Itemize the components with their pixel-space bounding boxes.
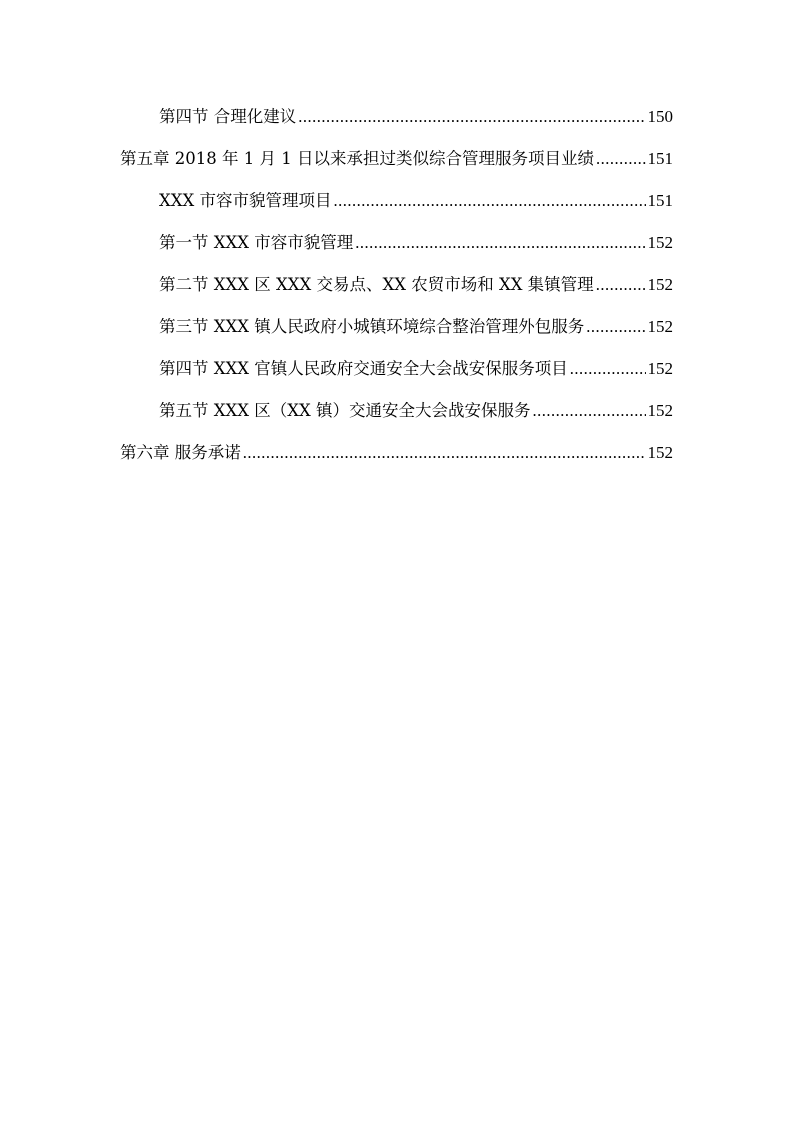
toc-entry-title: 第二节 XXX 区 XXX 交易点、XX 农贸市场和 XX 集镇管理 xyxy=(159,275,594,294)
toc-entry[interactable] xyxy=(120,356,673,398)
toc-entry-title: 第三节 XXX 镇人民政府小城镇环境综合整治管理外包服务 xyxy=(159,317,585,336)
toc-entry-page: 151 xyxy=(647,191,673,210)
toc-entry-title: 第五章 2018 年 1 月 1 日以来承担过类似综合管理服务项目业绩 xyxy=(120,149,594,168)
toc-entry-page: 152 xyxy=(647,359,673,378)
toc-entry[interactable] xyxy=(120,314,673,356)
toc-entry-title: 第四节 XXX 官镇人民政府交通安全大会战安保服务项目 xyxy=(159,359,568,378)
toc-entry-title: 第一节 XXX 市容市貌管理 xyxy=(159,233,354,252)
toc-entry-page: 152 xyxy=(647,443,673,462)
toc-entry-page: 151 xyxy=(647,149,673,168)
toc-dot-leader xyxy=(355,230,645,256)
toc-dot-leader xyxy=(298,104,645,130)
toc-entry-title: 第四节 合理化建议 xyxy=(159,107,297,126)
toc-dot-leader xyxy=(243,440,646,466)
toc-entry[interactable] xyxy=(120,272,673,314)
toc-entry-page: 152 xyxy=(647,233,673,252)
toc-dot-leader xyxy=(334,188,646,214)
table-of-contents xyxy=(120,104,673,482)
toc-entry-title: 第六章 服务承诺 xyxy=(120,443,241,462)
toc-entry-title: XXX 市容市貌管理项目 xyxy=(159,191,332,210)
toc-entry-page: 152 xyxy=(647,275,673,294)
toc-entry-title: 第五节 XXX 区（XX 镇）交通安全大会战安保服务 xyxy=(159,401,531,420)
toc-entry[interactable] xyxy=(120,104,673,146)
toc-entry[interactable] xyxy=(120,398,673,440)
toc-entry-page: 152 xyxy=(647,317,673,336)
toc-dot-leader xyxy=(586,314,645,340)
toc-entry-page: 152 xyxy=(647,401,673,420)
toc-dot-leader xyxy=(596,272,646,298)
toc-entry[interactable] xyxy=(120,188,673,230)
toc-dot-leader xyxy=(596,146,646,172)
toc-entry[interactable] xyxy=(120,146,673,188)
toc-entry-page: 150 xyxy=(647,107,673,126)
toc-entry[interactable] xyxy=(120,230,673,272)
toc-dot-leader xyxy=(532,398,645,424)
toc-dot-leader xyxy=(570,356,646,382)
toc-entry[interactable] xyxy=(120,440,673,482)
